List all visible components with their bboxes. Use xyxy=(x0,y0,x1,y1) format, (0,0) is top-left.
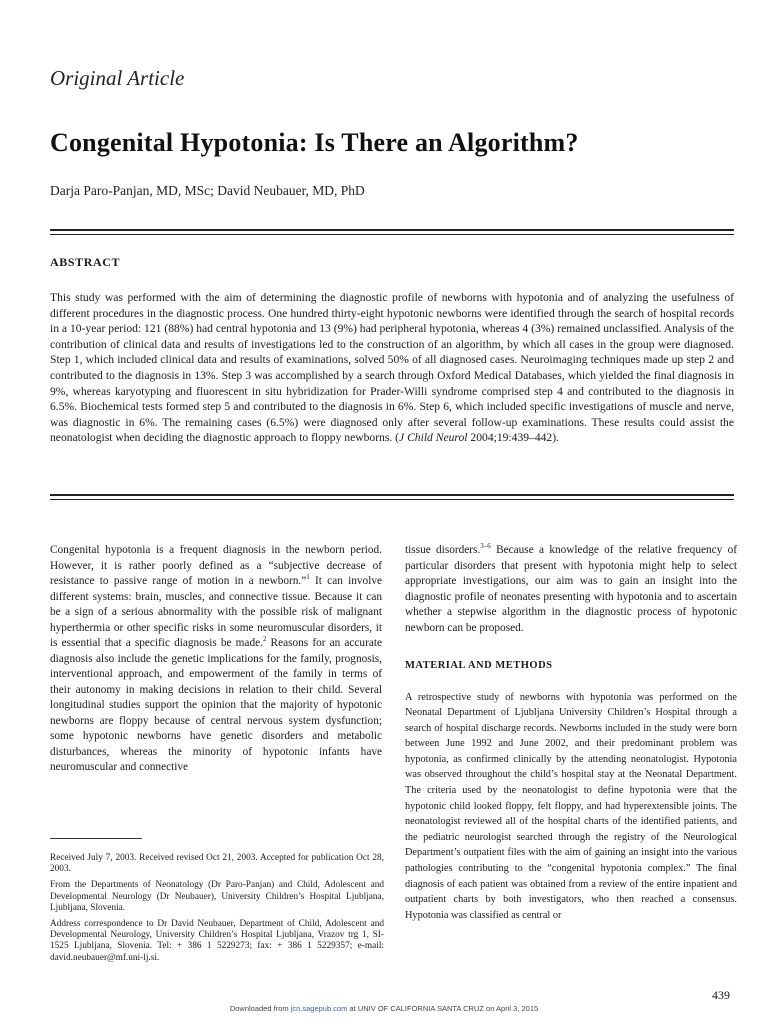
reference-marker: 1 xyxy=(306,573,310,582)
download-prefix: Downloaded from xyxy=(229,1004,291,1013)
divider xyxy=(50,499,734,500)
journal-link[interactable]: jcn.sagepub.com xyxy=(290,1004,348,1013)
abstract-heading: ABSTRACT xyxy=(50,255,121,269)
body-column-right xyxy=(405,543,737,923)
reference-marker: 3–6 xyxy=(480,542,491,551)
footnote-divider xyxy=(50,838,142,839)
page-number: 439 xyxy=(712,988,730,1002)
abstract-text xyxy=(50,290,734,446)
body-text: Because a knowledge of the relative frequency of particular disorders that present with hypotonia might help to select appropriate investigations, our aim was to gain an insight into the diagnostic profile of neonates presenting with hypotonia and to ascertain whether a stepwise algorithm in the diagnostic process of hypotonic newborn can be proposed. xyxy=(405,544,738,634)
abstract-body-text: This study was performed with the aim of determining the diagnostic profile of newborns with hypotonia and of analyzing the usefulness of different procedures in the diagnostic process. One hundred thirty-eight hypotonic newborns were identified through the search of hospital records in a 10-year period: 121 (88%) had central hypotonia and 13 (9%) had peripheral hypotonia, whereas 4 (3%) remained unclassified. Analysis of the contribution of clinical data and results of investigations led to the construction of an algorithm, by which all cases in the group were diagnosed. Step 1, which included clinical data and results of examinations, solved 50% of all diagnosed cases. Neuroimaging techniques made up step 2 and contributed to the diagnosis in 13%. Step 3 was accomplished by a search through Oxford Medical Databases, which yielded the final diagnosis in 9%, whereas karyotyping and fluorescent in situ hybridization for Prader-Willi syndrome comprised step 4 and contributed to the diagnosis in 6.5%. Biochemical tests formed step 5 and contributed to the diagnosis in 6%. Step 6, which included specific investigations of muscle and nerve, was diagnostic in 6%. The remaining cases (6.5%) were diagnosed only after several follow-up examinations. These results could assist the neonatologist when deciding the diagnostic approach to floppy newborns. ( xyxy=(50,291,734,445)
download-notice xyxy=(0,1004,768,1013)
citation-text: 2004;19:439–442). xyxy=(467,431,559,445)
footnote-received: Received July 7, 2003. Received revised Oct 21, 2003. Accepted for publication Oct 28, 2003. xyxy=(50,853,384,875)
divider xyxy=(50,234,734,235)
download-suffix: at UNIV OF CALIFORNIA SANTA CRUZ on April 3, 2015 xyxy=(347,1004,539,1013)
section-heading: MATERIAL AND METHODS xyxy=(405,660,553,671)
journal-name: J Child Neurol xyxy=(399,431,468,445)
body-text: It can involve different systems: brain, muscles, and connective tissue. Because it can be a sign of a serious abnormality with the possible risk of malignant hyperthermia or other specific risks in some neuromuscular disorders, it is essential that a specific diagnosis be made. xyxy=(50,575,382,649)
body-text: tissue disorders. xyxy=(405,544,481,556)
paragraph xyxy=(50,543,382,776)
body-column-left xyxy=(50,543,382,776)
footnotes xyxy=(50,853,384,969)
reference-marker: 2 xyxy=(262,635,267,644)
author-list: Darja Paro-Panjan, MD, MSc; David Neubauer, MD, PhD xyxy=(50,183,365,198)
footnote-correspondence: Address correspondence to Dr David Neubauer, Department of Child, Adolescent and Developmental Neurology, University Children’s Hospital Ljubljana, Vrazov trg 1, SI-1525 Ljubljana, Slovenia. Tel: + 386 1 5229273; fax: + 386 1 5229357; e-mail: david.neubauer@mf.uni-lj.si. xyxy=(50,919,384,963)
body-text: Reasons for an accurate diagnosis also include the genetic implications for the family, prognosis, interventional approach, and empowerment of the family in terms of their autonomy in making decisions in relation to their child. Several longitudinal studies support the opinion that the majority of hypotonic newborns are floppy because of central nervous system dysfunction; some hypotonic newborns have genetic disorders and metabolic disturbances, whereas the minority of hypotonic infants have neuromuscular and connective xyxy=(50,637,382,773)
section-label: Original Article xyxy=(50,66,185,90)
article-title: Congenital Hypotonia: Is There an Algorithm? xyxy=(50,128,579,157)
body-text: Congenital hypotonia is a frequent diagnosis in the newborn period. However, it is rather poorly defined as a “subjective decrease of resistance to passive range of motion in a newborn.” xyxy=(50,544,382,587)
footnote-affiliations: From the Departments of Neonatology (Dr Paro-Panjan) and Child, Adolescent and Developmental Neurology (Dr Neubauer), University Children’s Hospital Ljubljana, Ljubljana, Slovenia. xyxy=(50,880,384,913)
divider xyxy=(50,494,734,496)
divider xyxy=(50,229,734,231)
paragraph: A retrospective study of newborns with hypotonia was performed on the Neonatal Department of Ljubljana University Children’s Hospital through a search of hospital discharge records. Newborns included in the study were born between June 1992 and June 2002, and their predominant problem was hypotonia, as confirmed clinically by the attending neonatologist. Hypotonia was observed throughout the child’s hospital stay at the Neonatal Department. The criteria used by the neonatologist to define hypotonia were that the hypotonic child looked floppy, felt floppy, and had hyperextensible joints. The neonatologist reviewed all of the hospital charts of the identified patients, and the pediatric neurologist searched through the registry of the Neurological Department’s outpatient files with the aim of gaining an insight into the various pathologies contributing to the “congenital hypotonia complex.” The final diagnosis of each patient was obtained from a review of the entire inpatient and outpatient charts by both investigators, who then reached a consensus. Hypotonia was classified as central or xyxy=(405,691,737,921)
paragraph xyxy=(405,543,737,636)
